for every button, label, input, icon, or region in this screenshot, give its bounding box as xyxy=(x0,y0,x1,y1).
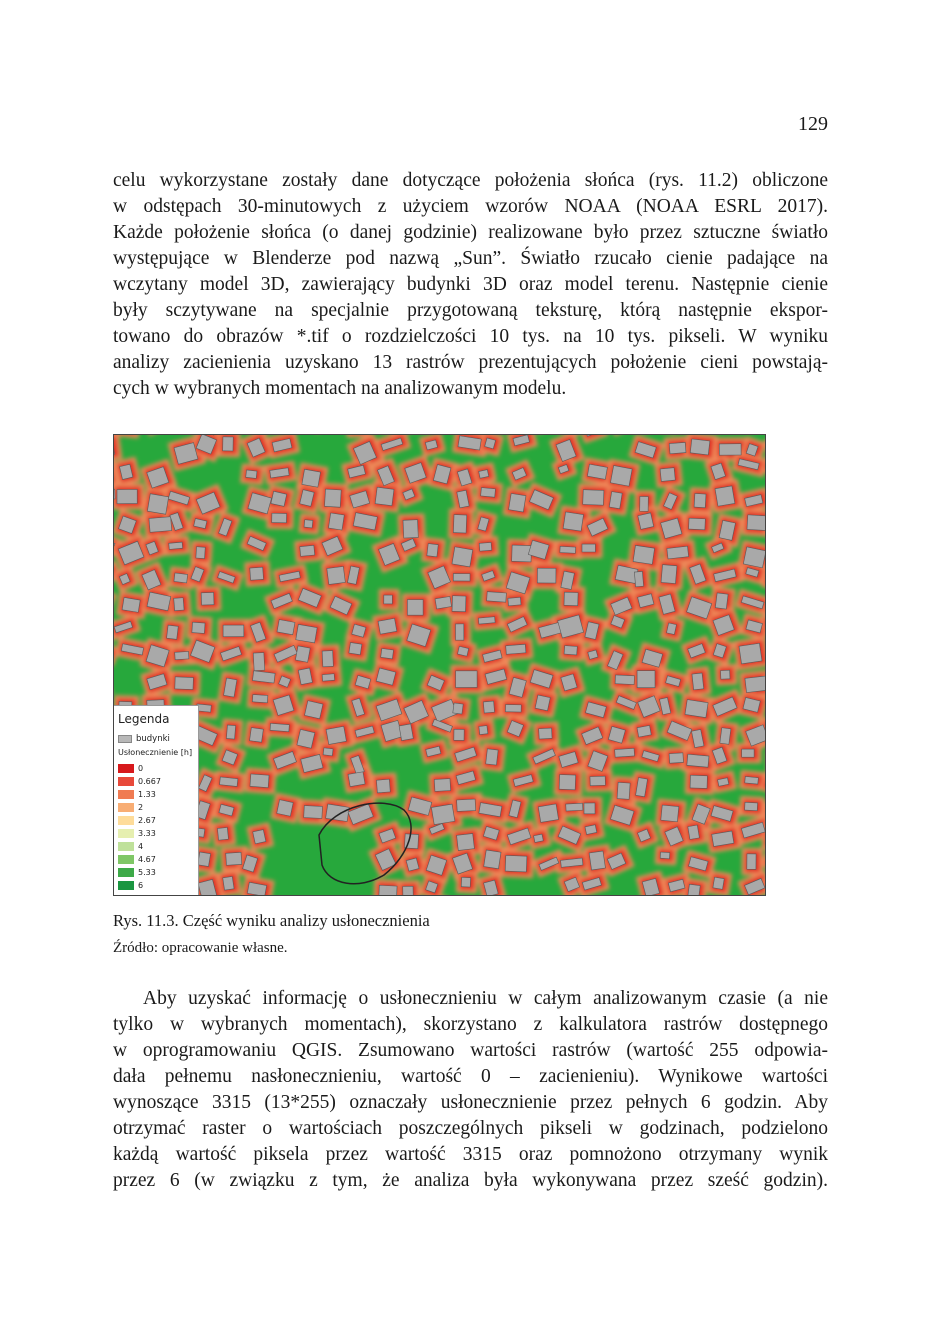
legend-swatch xyxy=(118,764,134,773)
legend-swatch xyxy=(118,777,134,786)
legend-item-label: 3.33 xyxy=(138,829,156,838)
legend-items xyxy=(118,762,161,892)
insolation-map-figure xyxy=(113,434,766,896)
text-line: wczytany model 3D, zawierający budynki 3D oraz model terenu. Następnie cienie xyxy=(113,274,828,295)
legend-item-label: 2 xyxy=(138,803,144,812)
legend-buildings-label: budynki xyxy=(136,734,170,744)
legend-item-label: 5.33 xyxy=(138,868,156,877)
figure-source: Źródło: opracowanie własne. xyxy=(113,940,288,956)
map-legend xyxy=(114,705,199,896)
legend-swatch xyxy=(118,803,134,812)
legend-swatch xyxy=(118,829,134,838)
text-line: tylko w wybranych momentach), skorzystano z kalkulatora rastrów dostępnego xyxy=(113,1014,828,1035)
insolation-map xyxy=(114,435,765,895)
legend-subtitle: Usłonecznienie [h] xyxy=(118,748,193,757)
text-line: dała pełnemu nasłonecznieniu, wartość 0 – zacienieniu). Wynikowe wartości xyxy=(113,1066,828,1087)
legend-item-label: 0.667 xyxy=(138,777,161,786)
text-line: przez 6 (w związku z tym, że analiza była wykonywana przez sześć godzin). xyxy=(113,1170,828,1191)
text-line: towano do obrazów *.tif o rozdzielczości 10 tys. na 10 tys. pikseli. W wyniku xyxy=(113,326,828,347)
legend-title: Legenda xyxy=(118,712,170,726)
legend-item xyxy=(118,853,161,866)
legend-item-label: 0 xyxy=(138,764,144,773)
legend-item xyxy=(118,775,161,788)
legend-item xyxy=(118,814,161,827)
legend-item xyxy=(118,827,161,840)
figure-caption: Rys. 11.3. Część wyniku analizy usłonecznienia xyxy=(113,911,430,930)
text-line: występujące w Blenderze pod nazwą „Sun”. Światło rzucało cienie padające na xyxy=(113,248,828,269)
legend-item-label: 1.33 xyxy=(138,790,156,799)
text-line: w odstępach 30-minutowych z użyciem wzorów NOAA (NOAA ESRL 2017). xyxy=(113,196,828,217)
text-line: Każde położenie słońca (o danej godzinie) realizowane było przez sztuczne światło xyxy=(113,222,828,243)
text-line: celu wykorzystane zostały dane dotyczące położenia słońca (rys. 11.2) obliczone xyxy=(113,170,828,191)
legend-item-label: 4.67 xyxy=(138,855,156,864)
text-line: cych w wybranych momentach na analizowanym modelu. xyxy=(113,378,567,399)
legend-item xyxy=(118,801,161,814)
legend-swatch xyxy=(118,881,134,890)
text-line: każdą wartość piksela przez wartość 3315 oraz pomnożono otrzymany wynik xyxy=(113,1144,828,1165)
page-number: 129 xyxy=(798,113,828,135)
text-line: w oprogramowaniu QGIS. Zsumowano wartości rastrów (wartość 255 odpowia- xyxy=(113,1040,828,1061)
legend-item-label: 6 xyxy=(138,881,144,890)
legend-item-label: 2.67 xyxy=(138,816,156,825)
legend-swatch xyxy=(118,868,134,877)
legend-item-label: 4 xyxy=(138,842,144,851)
legend-buildings xyxy=(118,734,170,744)
legend-swatch xyxy=(118,842,134,851)
legend-item xyxy=(118,840,161,853)
legend-item xyxy=(118,879,161,892)
legend-item xyxy=(118,762,161,775)
text-line: Aby uzyskać informację o usłonecznieniu w całym analizowanym czasie (a nie xyxy=(143,988,828,1009)
text-line: otrzymać raster o wartościach poszczególnych pikseli w godzinach, podzielono xyxy=(113,1118,828,1139)
legend-item xyxy=(118,788,161,801)
text-line: wynoszące 3315 (13*255) oznaczały usłonecznienie przez pełnych 6 godzin. Aby xyxy=(113,1092,828,1113)
text-line: analizy zacienienia uzyskano 13 rastrów prezentujących położenie cieni powstają- xyxy=(113,352,828,373)
paragraph-1 xyxy=(113,168,828,402)
legend-swatch xyxy=(118,790,134,799)
text-line: były sczytywane na specjalnie przygotowaną teksturę, którą następnie ekspor- xyxy=(113,300,828,321)
legend-swatch xyxy=(118,816,134,825)
legend-item xyxy=(118,866,161,879)
paragraph-2 xyxy=(113,986,828,1194)
buildings-swatch xyxy=(118,735,132,743)
legend-swatch xyxy=(118,855,134,864)
